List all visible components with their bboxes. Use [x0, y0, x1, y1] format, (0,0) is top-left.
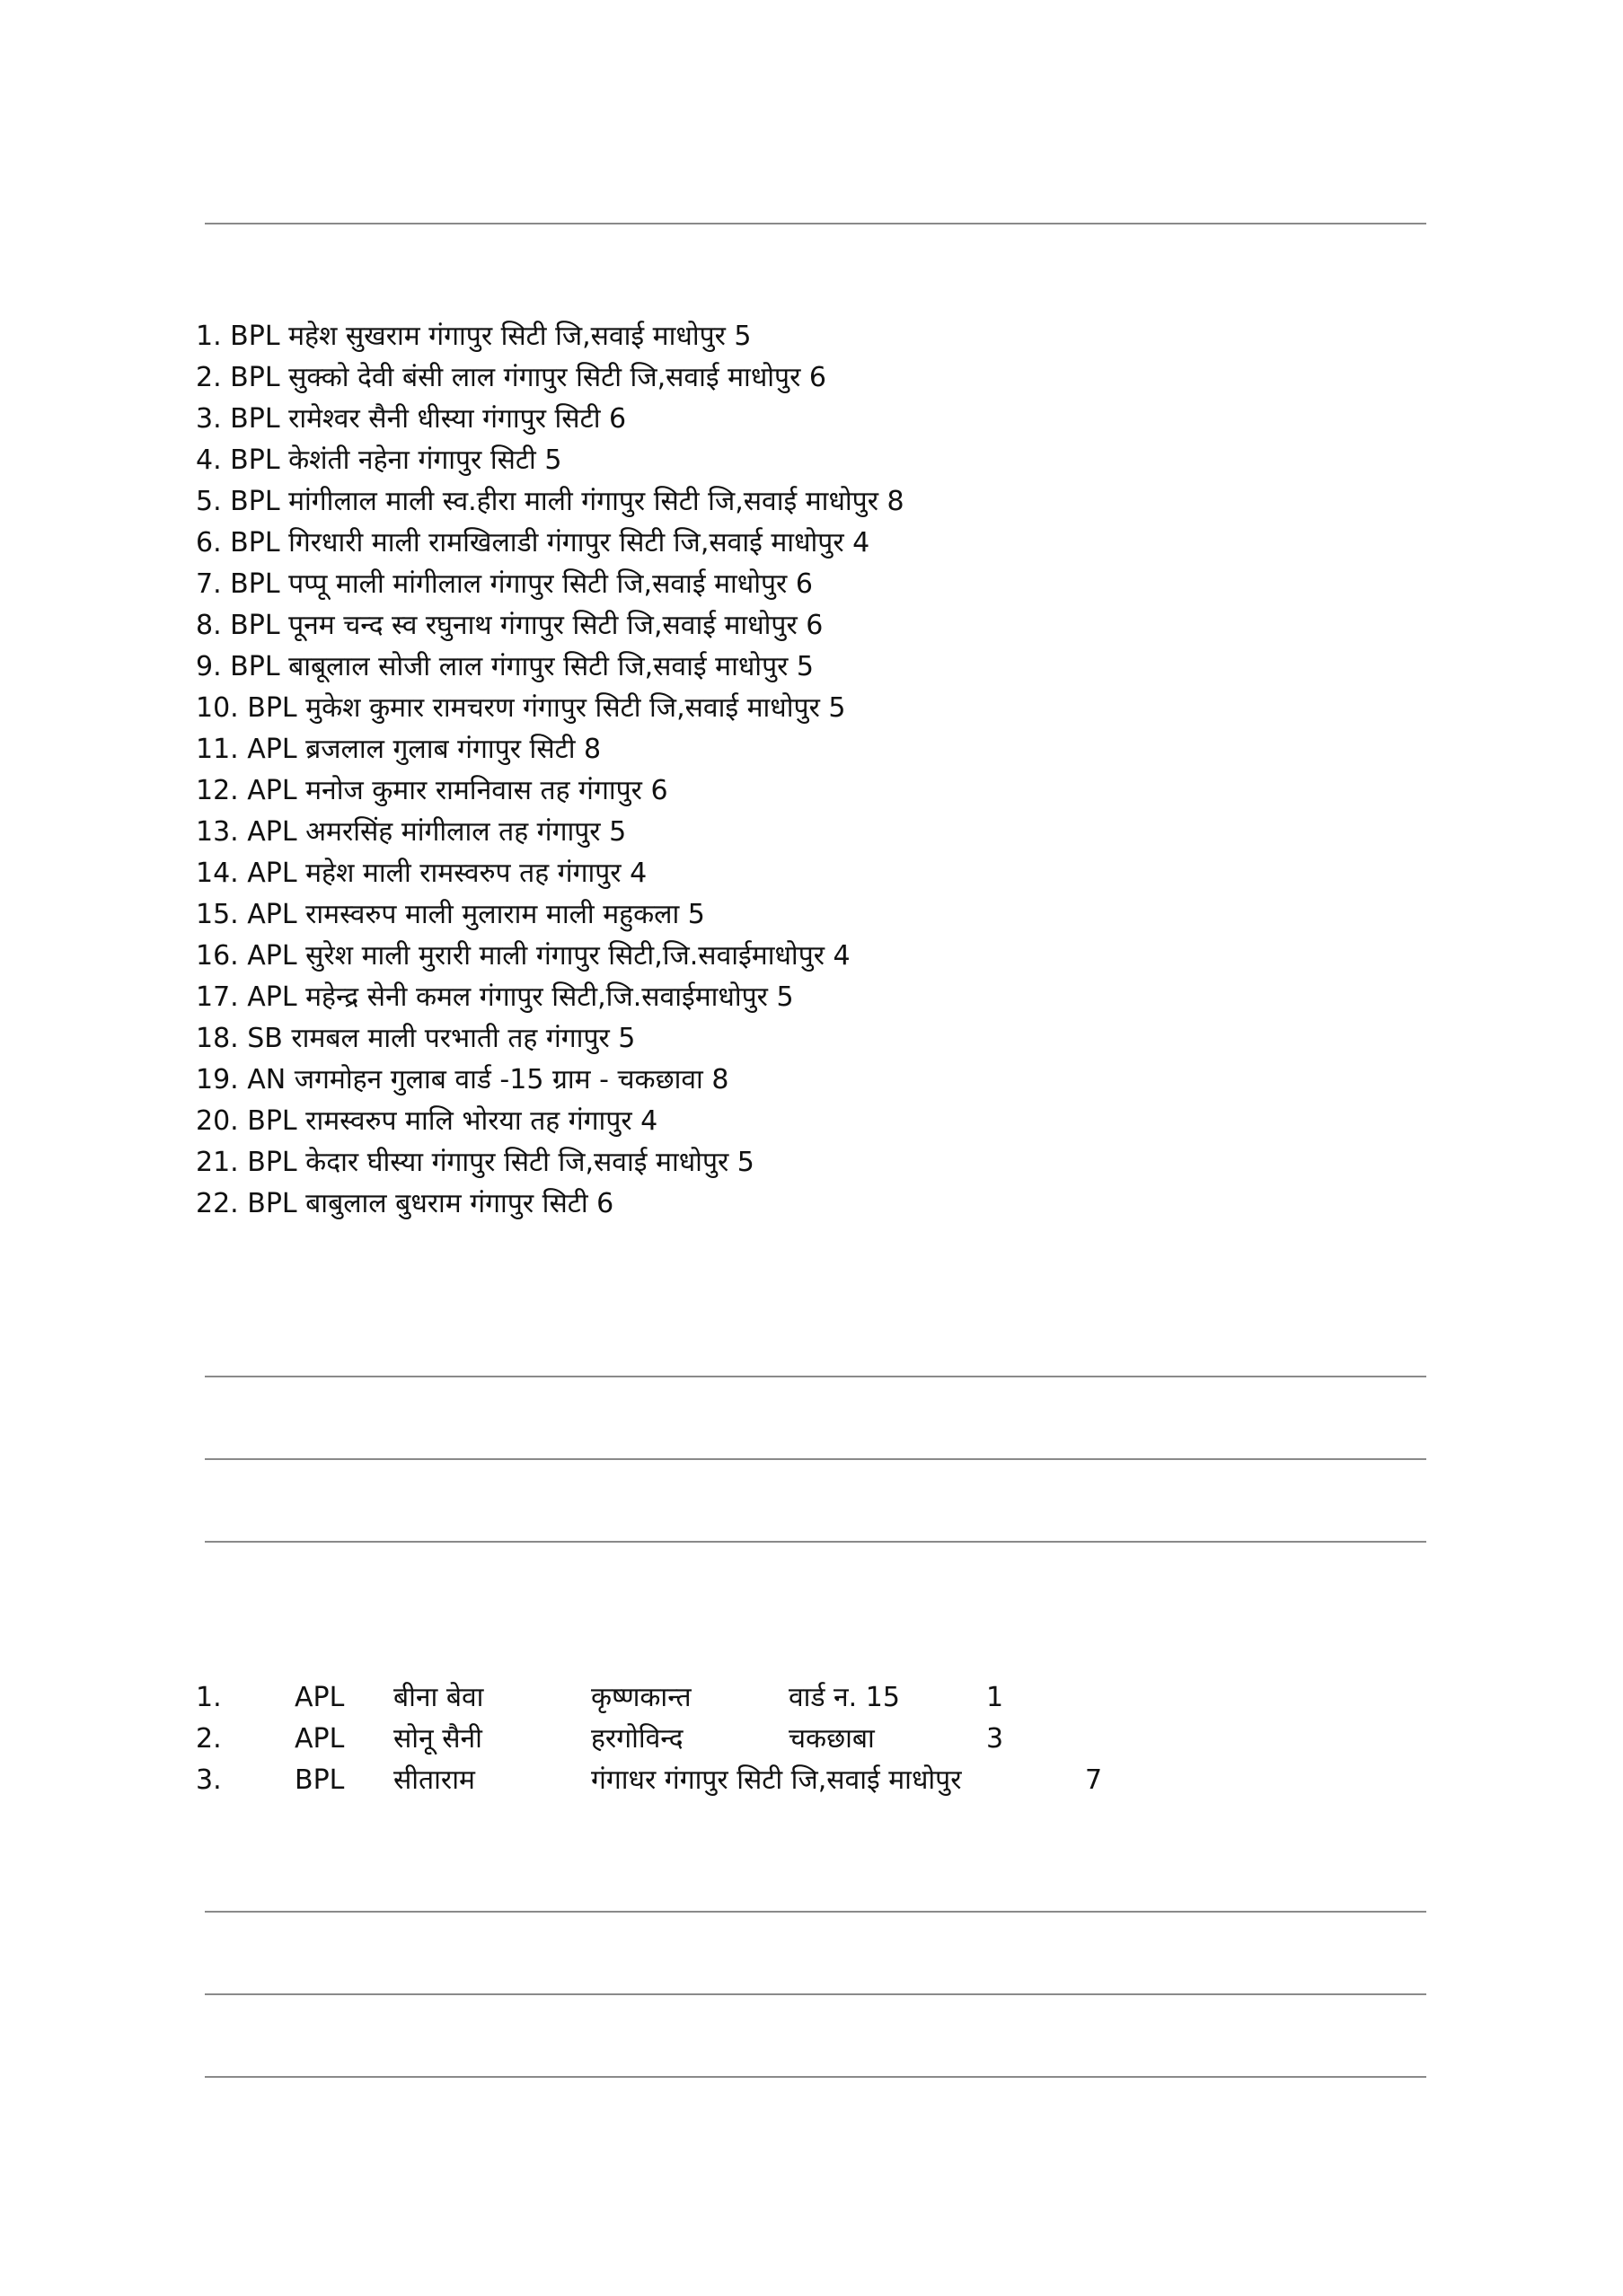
- list-item: 5. BPL मांगीलाल माली स्व.हीरा माली गंगापुर सिटी जि,सवाई माधोपुर 8: [196, 486, 904, 517]
- list-item: 8. BPL पूनम चन्द स्व रघुनाथ गंगापुर सिटी जि,सवाई माधोपुर 6: [196, 610, 824, 641]
- blank-line: [205, 2076, 1426, 2078]
- list-item: 13. APL अमरसिंह मांगीलाल तह गंगापुर 5: [196, 816, 627, 848]
- list-item: 20. BPL रामस्वरुप मालि भोरया तह गंगापुर 4: [196, 1105, 658, 1137]
- row-name: बीना बेवा: [393, 1682, 484, 1713]
- row-name: सीताराम: [393, 1764, 475, 1796]
- list-item: 22. BPL बाबुलाल बुधराम गंगापुर सिटी 6: [196, 1188, 614, 1219]
- blank-line: [205, 1911, 1426, 1913]
- row-number: 2.: [196, 1723, 222, 1755]
- list-item: 3. BPL रामेश्वर सैनी धीस्या गंगापुर सिटी 6: [196, 403, 627, 435]
- list-item: 15. APL रामस्वरुप माली मुलाराम माली महुकला 5: [196, 899, 705, 930]
- list-item: 4. BPL केशंती नहेना गंगापुर सिटी 5: [196, 444, 562, 476]
- list-item: 11. APL ब्रजलाल गुलाब गंगापुर सिटी 8: [196, 734, 602, 765]
- blank-line: [205, 1541, 1426, 1543]
- row-father-name-address: गंगाधर गंगापुर सिटी जि,सवाई माधोपुर: [591, 1764, 962, 1796]
- beneficiary-list-primary: [196, 316, 904, 1225]
- row-count: 7: [1085, 1764, 1103, 1796]
- list-item: 21. BPL केदार घीस्या गंगापुर सिटी जि,सवाई माधोपुर 5: [196, 1147, 754, 1178]
- top-divider: [205, 223, 1426, 224]
- row-count: 1: [986, 1682, 1004, 1713]
- list-item: 6. BPL गिरधारी माली रामखिलाडी गंगापुर सिटी जि,सवाई माधोपुर 4: [196, 527, 870, 559]
- row-number: 1.: [196, 1682, 222, 1713]
- list-item: 17. APL महेन्द्र सेनी कमल गंगापुर सिटी,जि.सवाईमाधोपुर 5: [196, 981, 794, 1013]
- blank-line: [205, 1376, 1426, 1377]
- row-category: APL: [295, 1723, 345, 1755]
- list-item: 14. APL महेश माली रामस्वरुप तह गंगापुर 4: [196, 858, 648, 889]
- row-father-name: कृष्णकान्त: [591, 1682, 692, 1713]
- row-number: 3.: [196, 1764, 222, 1796]
- row-name: सोनू सैनी: [393, 1723, 482, 1755]
- list-item: 2. BPL सुक्को देवी बंसी लाल गंगापुर सिटी जि,सवाई माधोपुर 6: [196, 362, 826, 393]
- list-item: 16. APL सुरेश माली मुरारी माली गंगापुर सिटी,जि.सवाईमाधोपुर 4: [196, 940, 851, 972]
- list-item: 9. BPL बाबूलाल सोजी लाल गंगापुर सिटी जि,सवाई माधोपुर 5: [196, 651, 814, 682]
- list-item: 12. APL मनोज कुमार रामनिवास तह गंगापुर 6: [196, 775, 668, 806]
- row-father-name: हरगोविन्द: [591, 1723, 684, 1755]
- row-address: वार्ड न. 15: [789, 1682, 900, 1713]
- blank-line: [205, 1458, 1426, 1460]
- blank-line: [205, 1993, 1426, 1995]
- row-category: APL: [295, 1682, 345, 1713]
- list-item: 18. SB रामबल माली परभाती तह गंगापुर 5: [196, 1023, 636, 1054]
- row-category: BPL: [295, 1764, 345, 1796]
- list-item: 1. BPL महेश सुखराम गंगापुर सिटी जि,सवाई माधोपुर 5: [196, 321, 752, 352]
- list-item: 10. BPL मुकेश कुमार रामचरण गंगापुर सिटी जि,सवाई माधोपुर 5: [196, 692, 846, 724]
- list-item: 19. AN जगमोहन गुलाब वार्ड -15 ग्राम - चकछावा 8: [196, 1064, 729, 1095]
- list-item: 7. BPL पप्पू माली मांगीलाल गंगापुर सिटी जि,सवाई माधोपुर 6: [196, 568, 813, 600]
- row-address: चकछाबा: [789, 1723, 875, 1755]
- row-count: 3: [986, 1723, 1004, 1755]
